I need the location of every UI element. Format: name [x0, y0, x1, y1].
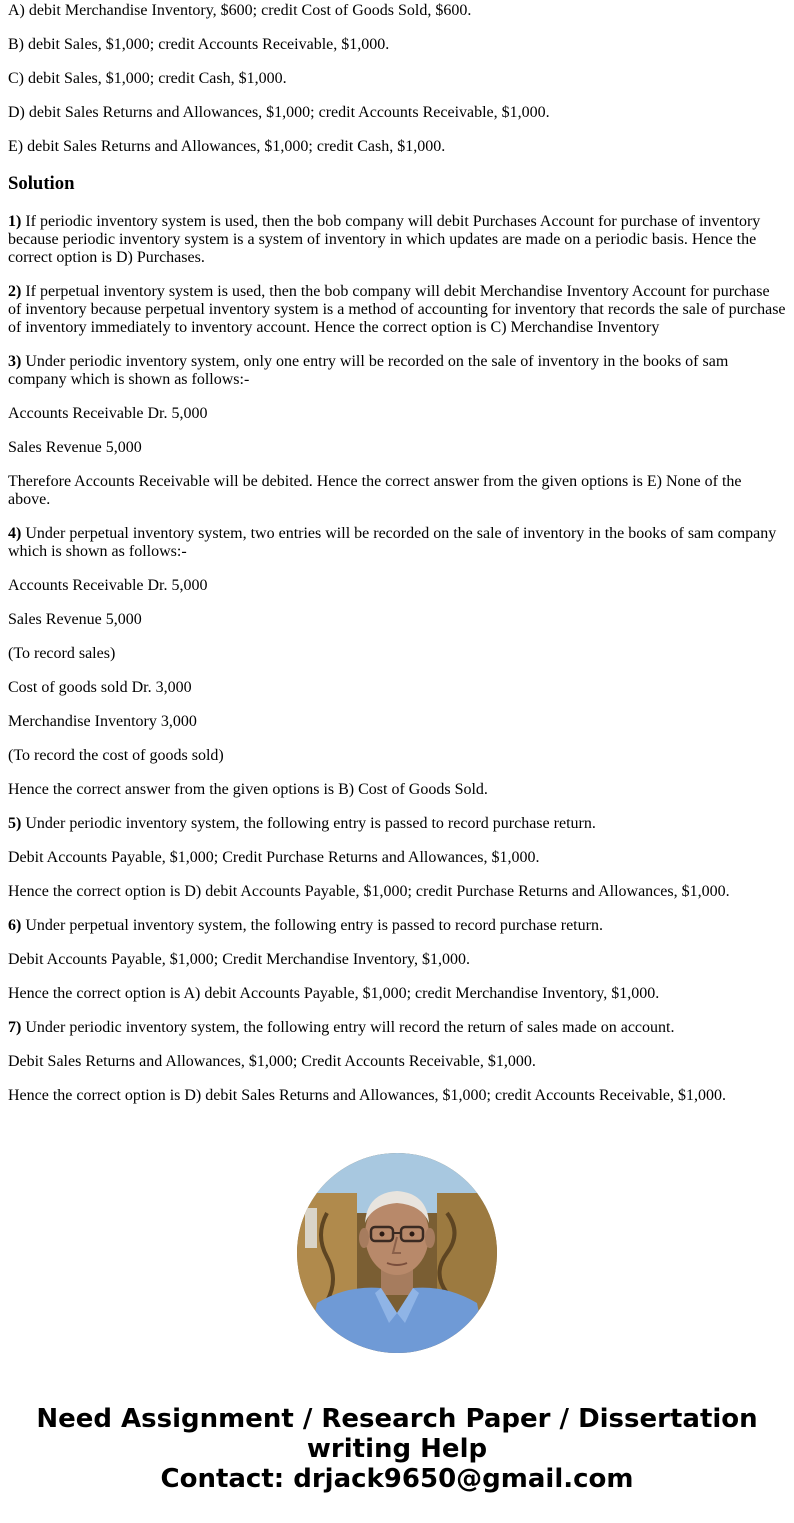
- answer-conclusion: Hence the correct answer from the given options is B) Cost of Goods Sold.: [8, 781, 488, 798]
- answer-number: 1): [8, 213, 22, 230]
- journal-line: Debit Accounts Payable, $1,000; Credit Purchase Returns and Allowances, $1,000.: [8, 849, 540, 866]
- journal-line: Cost of goods sold Dr. 3,000: [8, 679, 192, 696]
- journal-line: Sales Revenue 5,000: [8, 611, 142, 628]
- answer-conclusion: Hence the correct option is D) debit Sales Returns and Allowances, $1,000; credit Accounts Receivable, $1,000.: [8, 1087, 727, 1104]
- answer-text: Under perpetual inventory system, the following entry is passed to record purchase return.: [21, 917, 603, 934]
- answer-2: [8, 283, 786, 337]
- answer-5: [8, 815, 786, 833]
- journal-line: Accounts Receivable Dr. 5,000: [8, 405, 208, 422]
- answer-conclusion: Therefore Accounts Receivable will be debited. Hence the correct answer from the given options is E) None of the above.: [8, 473, 742, 508]
- answer-text: Under periodic inventory system, only one entry will be recorded on the sale of inventory in the books of sam company which is shown as follows:-: [8, 353, 729, 388]
- answer-text: Under periodic inventory system, the following entry will record the return of sales made on account.: [21, 1019, 675, 1036]
- journal-line: Debit Sales Returns and Allowances, $1,000; Credit Accounts Receivable, $1,000.: [8, 1053, 536, 1070]
- option-c: C) debit Sales, $1,000; credit Cash, $1,000.: [8, 70, 287, 87]
- avatar-portrait-icon: [297, 1153, 497, 1353]
- footer-line-2: writing Help: [306, 1434, 488, 1464]
- document-body: [8, 2, 786, 1121]
- answer-6: [8, 917, 786, 935]
- answer-text: Under periodic inventory system, the following entry is passed to record purchase return.: [21, 815, 596, 832]
- answer-3: [8, 353, 786, 389]
- answer-number: 6): [8, 917, 22, 934]
- journal-line: Debit Accounts Payable, $1,000; Credit Merchandise Inventory, $1,000.: [8, 951, 470, 968]
- answer-1: [8, 213, 786, 267]
- option-a: A) debit Merchandise Inventory, $600; credit Cost of Goods Sold, $600.: [8, 2, 472, 19]
- option-d: D) debit Sales Returns and Allowances, $1,000; credit Accounts Receivable, $1,000.: [8, 104, 550, 121]
- option-e: E) debit Sales Returns and Allowances, $1,000; credit Cash, $1,000.: [8, 138, 446, 155]
- answer-number: 2): [8, 283, 22, 300]
- answer-7: [8, 1019, 786, 1037]
- journal-narration: (To record sales): [8, 645, 116, 662]
- solution-heading: Solution: [8, 173, 75, 194]
- answer-text: If perpetual inventory system is used, then the bob company will debit Merchandise Inventory Account for purchase of inventory because perpetual inventory system is a method of accounting for inventory that records the sale of purchase of inventory immediately to inventory account. Hence the correct option is C) Merchandise Inventory: [8, 283, 786, 336]
- promo-footer: [0, 1404, 794, 1494]
- answer-text: If periodic inventory system is used, then the bob company will debit Purchases Account for purchase of inventory because periodic inventory system is a system of inventory in which updates are made on a periodic basis. Hence the correct option is D) Purchases.: [8, 213, 761, 266]
- journal-line: Sales Revenue 5,000: [8, 439, 142, 456]
- answer-conclusion: Hence the correct option is D) debit Accounts Payable, $1,000; credit Purchase Returns and Allowances, $1,000.: [8, 883, 730, 900]
- answer-number: 4): [8, 525, 22, 542]
- avatar: [297, 1153, 497, 1353]
- answer-number: 3): [8, 353, 22, 370]
- footer-line-1: Need Assignment / Research Paper / Dissertation: [36, 1404, 758, 1434]
- footer-contact: Contact: drjack9650@gmail.com: [160, 1464, 634, 1494]
- journal-line: Merchandise Inventory 3,000: [8, 713, 197, 730]
- answer-text: Under perpetual inventory system, two entries will be recorded on the sale of inventory in the books of sam company which is shown as follows:-: [8, 525, 777, 560]
- answer-number: 5): [8, 815, 22, 832]
- answer-conclusion: Hence the correct option is A) debit Accounts Payable, $1,000; credit Merchandise Inventory, $1,000.: [8, 985, 660, 1002]
- answer-number: 7): [8, 1019, 22, 1036]
- option-b: B) debit Sales, $1,000; credit Accounts Receivable, $1,000.: [8, 36, 390, 53]
- journal-narration: (To record the cost of goods sold): [8, 747, 224, 764]
- journal-line: Accounts Receivable Dr. 5,000: [8, 577, 208, 594]
- answer-4: [8, 525, 786, 561]
